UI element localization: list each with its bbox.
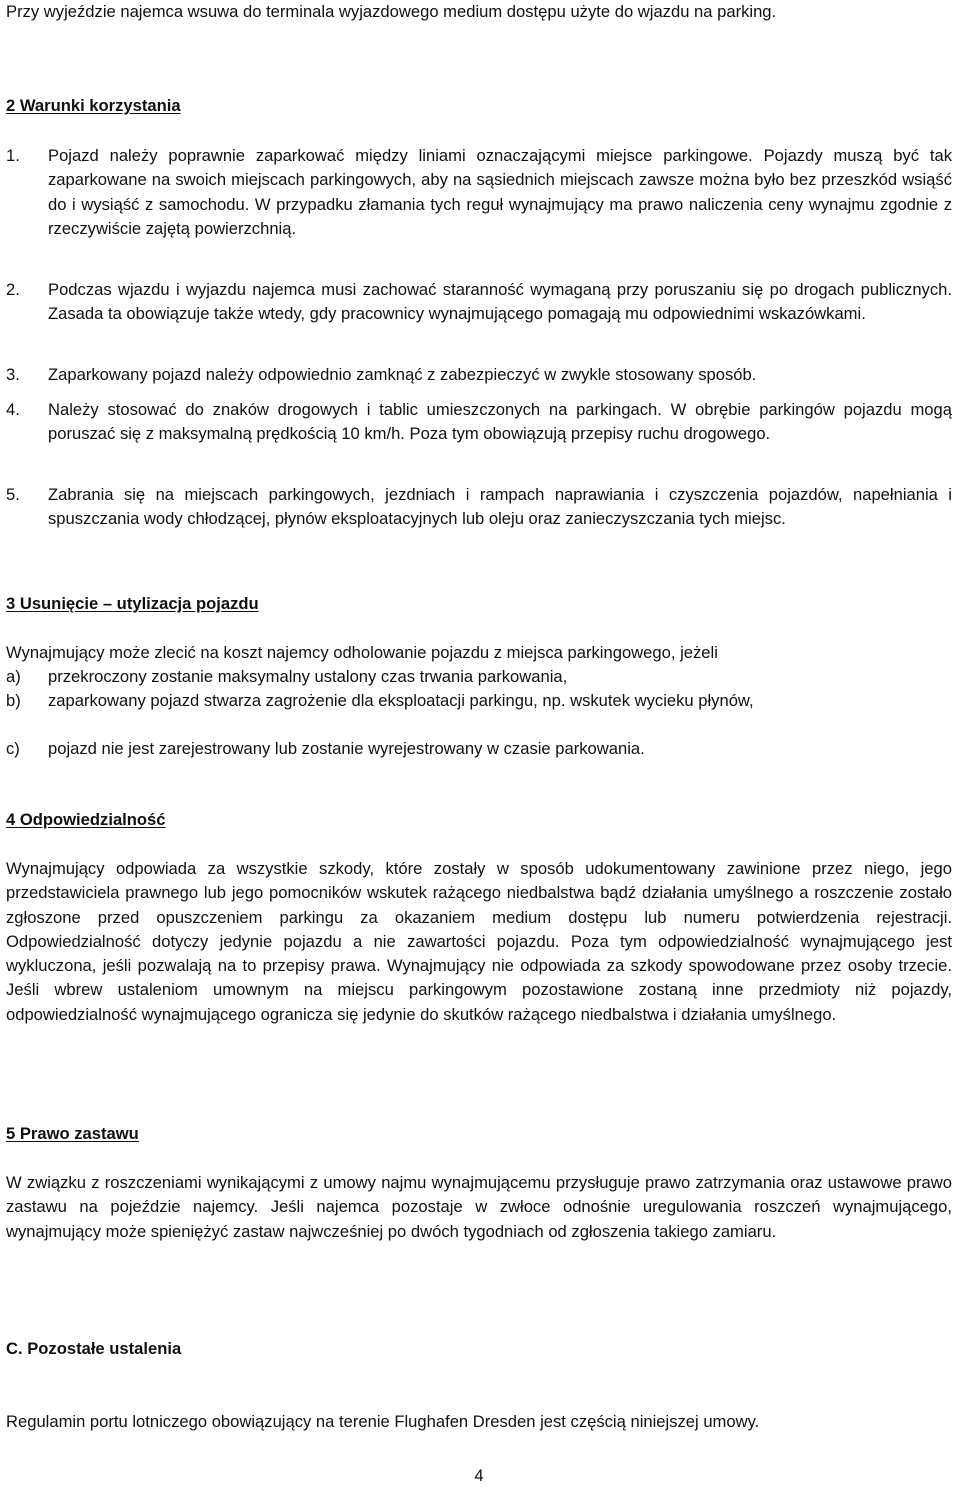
item-number: 5. — [6, 485, 20, 504]
item-text: zaparkowany pojazd stwarza zagrożenie dla eksploatacji parkingu, np. wskutek wycieku płynów, — [48, 691, 754, 710]
section-2-title: 2 Warunki korzystania — [6, 96, 181, 115]
section-5-heading — [6, 1122, 139, 1146]
section-3-title: 3 Usunięcie – utylizacja pojazdu — [6, 594, 259, 613]
section-2-item-4 — [6, 398, 952, 447]
section-3-intro: Wynajmujący może zlecić na koszt najemcy odholowanie pojazdu z miejsca parkingowego, jeżeli — [6, 643, 718, 662]
item-letter: c) — [6, 739, 20, 758]
item-text: Należy stosować do znaków drogowych i tablic umieszczonych na parkingach. W obrębie parkingów pojazdu mogą poruszać się z maksymalną prędkością 10 km/h. Poza tym obowiązują przepisy ruchu drogowego. — [48, 400, 952, 444]
item-number: 2. — [6, 280, 20, 299]
item-text: Zaparkowany pojazd należy odpowiednio zamknąć z zabezpieczyć w zwykle stosowany sposób. — [48, 365, 757, 384]
section-c-heading — [6, 1337, 181, 1361]
item-text: Zabrania się na miejscach parkingowych, jezdniach i rampach naprawiania i czyszczenia pojazdów, napełniania i spuszczania wody chłodzącej, płynów eksploatacyjnych lub oleju oraz zanieczyszczania tych miejsc. — [48, 485, 952, 529]
item-text: Podczas wjazdu i wyjazdu najemca musi zachować staranność wymaganą przy poruszaniu się po drogach publicznych. Zasada ta obowiązuje także wtedy, gdy pracownicy wynajmującego pomagają mu odpowiednimi wskazówkami. — [48, 280, 952, 324]
section-4-heading — [6, 808, 166, 832]
section-2-heading — [6, 94, 181, 118]
section-3-item-c — [6, 737, 952, 761]
section-2-item-3 — [6, 363, 952, 387]
page-number: 4 — [474, 1466, 484, 1485]
item-number: 3. — [6, 365, 20, 384]
section-4-paragraph: Wynajmujący odpowiada za wszystkie szkody, które zostały w sposób udokumentowany zawinione przez niego, jego przedstawiciela prawnego lub jego pomocników wskutek rażącego niedbalstwa bądź działania umyślnego a roszczenie zostało zgłoszone przed opuszczeniem parkingu za okazaniem medium dostępu lub numeru potwierdzenia rejestracji. Odpowiedzialność dotyczy jedynie pojazdu a nie zawartości pojazdu. Poza tym odpowiedzialność wynajmującego jest wykluczona, jeśli pozwalają na to przepisy prawa. Wynajmujący nie odpowiada za szkody spowodowane przez osoby trzecie. Jeśli wbrew ustaleniom umownym na miejscu parkingowym pozostawione zostaną inne przedmioty niż pojazdy, odpowiedzialność wynajmującego ogranicza się jedynie do skutków rażącego niedbalstwa i działania umyślnego. — [6, 859, 952, 1024]
item-number: 1. — [6, 146, 20, 165]
item-text: przekroczony zostanie maksymalny ustalony czas trwania parkowania, — [48, 667, 568, 686]
section-c-paragraph: Regulamin portu lotniczego obowiązujący na terenie Flughafen Dresden jest częścią niniejszej umowy. — [6, 1412, 760, 1431]
section-2-item-5 — [6, 483, 952, 532]
item-text: pojazd nie jest zarejestrowany lub zostanie wyrejestrowany w czasie parkowania. — [48, 739, 645, 758]
item-letter: a) — [6, 667, 21, 686]
section-c-title: C. Pozostałe ustalenia — [6, 1339, 182, 1358]
section-3-heading — [6, 592, 259, 616]
section-4-title: 4 Odpowiedzialność — [6, 810, 166, 829]
section-5-paragraph: W związku z roszczeniami wynikającymi z umowy najmu wynajmującemu przysługuje prawo zatrzymania oraz ustawowe prawo zastawu na pojeździe najemcy. Jeśli najemca pozostaje w zwłoce odnośnie uregulowania roszczeń wynajmującego, wynajmujący może spieniężyć zastaw najwcześniej po dwóch tygodniach od zgłoszenia takiego zamiaru. — [6, 1173, 952, 1241]
section-2-item-1 — [6, 144, 952, 241]
section-2-item-2 — [6, 278, 952, 327]
section-5-title: 5 Prawo zastawu — [6, 1124, 139, 1143]
item-text: Pojazd należy poprawnie zaparkować między liniami oznaczającymi miejsce parkingowe. Pojazdy muszą być tak zaparkowane na swoich miejscach parkingowych, aby na sąsiednich miejscach zawsze można było bez przeszkód wsiąść do i wysiąść z samochodu. W przypadku złamania tych reguł wynajmujący ma prawo naliczenia ceny wynajmu zgodnie z rzeczywiście zajętą powierzchnią. — [48, 146, 952, 238]
section-3-item-a — [6, 665, 952, 689]
item-letter: b) — [6, 691, 21, 710]
section-3-item-b — [6, 689, 952, 713]
intro-paragraph: Przy wyjeździe najemca wsuwa do terminala wyjazdowego medium dostępu użyte do wjazdu na parking. — [6, 2, 777, 21]
item-number: 4. — [6, 400, 20, 419]
